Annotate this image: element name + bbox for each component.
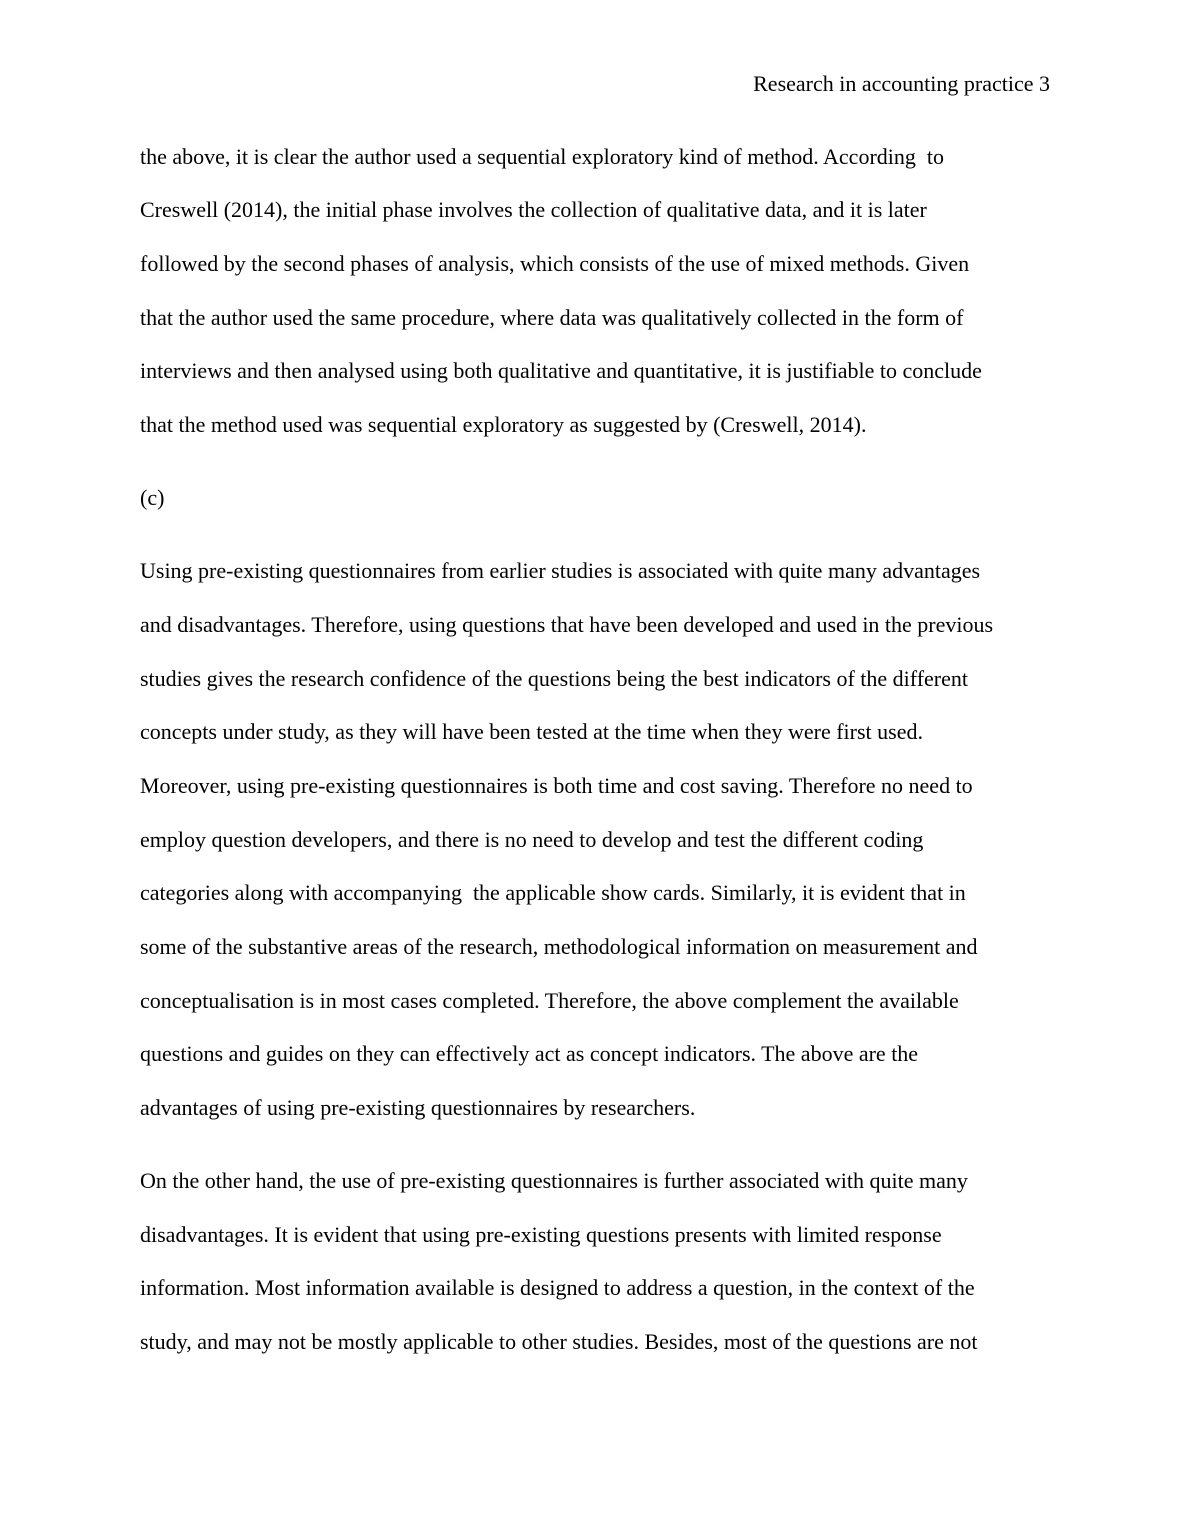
text-line: that the author used the same procedure, where data was qualitatively collected in the form of [140,305,964,330]
section-label-text: (c) [140,485,165,510]
running-head: Research in accounting practice [753,71,1034,96]
text-line: concepts under study, as they will have been tested at the time when they were first used. [140,719,923,744]
text-line: some of the substantive areas of the research, methodological information on measurement and [140,934,978,959]
text-line: interviews and then analysed using both qualitative and quantitative, it is justifiable to conclude [140,358,982,383]
page-number: 3 [1039,71,1050,96]
text-line: advantages of using pre-existing questionnaires by researchers. [140,1095,696,1120]
text-line: Moreover, using pre-existing questionnaires is both time and cost saving. Therefore no need to [140,773,973,798]
text-line: the above, it is clear the author used a sequential exploratory kind of method. According to [140,144,944,169]
page-header [753,70,1050,98]
text-line: questions and guides on they can effectively act as concept indicators. The above are the [140,1041,919,1066]
text-line: information. Most information available is designed to address a question, in the context of the [140,1275,975,1300]
text-line: disadvantages. It is evident that using pre-existing questions presents with limited response [140,1222,942,1247]
text-line: that the method used was sequential exploratory as suggested by (Creswell, 2014). [140,412,867,437]
text-line: study, and may not be mostly applicable to other studies. Besides, most of the questions are not [140,1329,978,1354]
text-line: followed by the second phases of analysis, which consists of the use of mixed methods. Given [140,251,970,276]
text-line: studies gives the research confidence of the questions being the best indicators of the different [140,666,968,691]
text-line: conceptualisation is in most cases completed. Therefore, the above complement the available [140,988,959,1013]
text-line: categories along with accompanying the applicable show cards. Similarly, it is evident that in [140,880,966,905]
text-line: Creswell (2014), the initial phase involves the collection of qualitative data, and it is later [140,197,927,222]
text-line: On the other hand, the use of pre-existing questionnaires is further associated with quite many [140,1168,968,1193]
text-line: employ question developers, and there is no need to develop and test the different coding [140,827,924,852]
text-line: Using pre-existing questionnaires from earlier studies is associated with quite many advantages [140,558,981,583]
text-line: and disadvantages. Therefore, using questions that have been developed and used in the previous [140,612,994,637]
